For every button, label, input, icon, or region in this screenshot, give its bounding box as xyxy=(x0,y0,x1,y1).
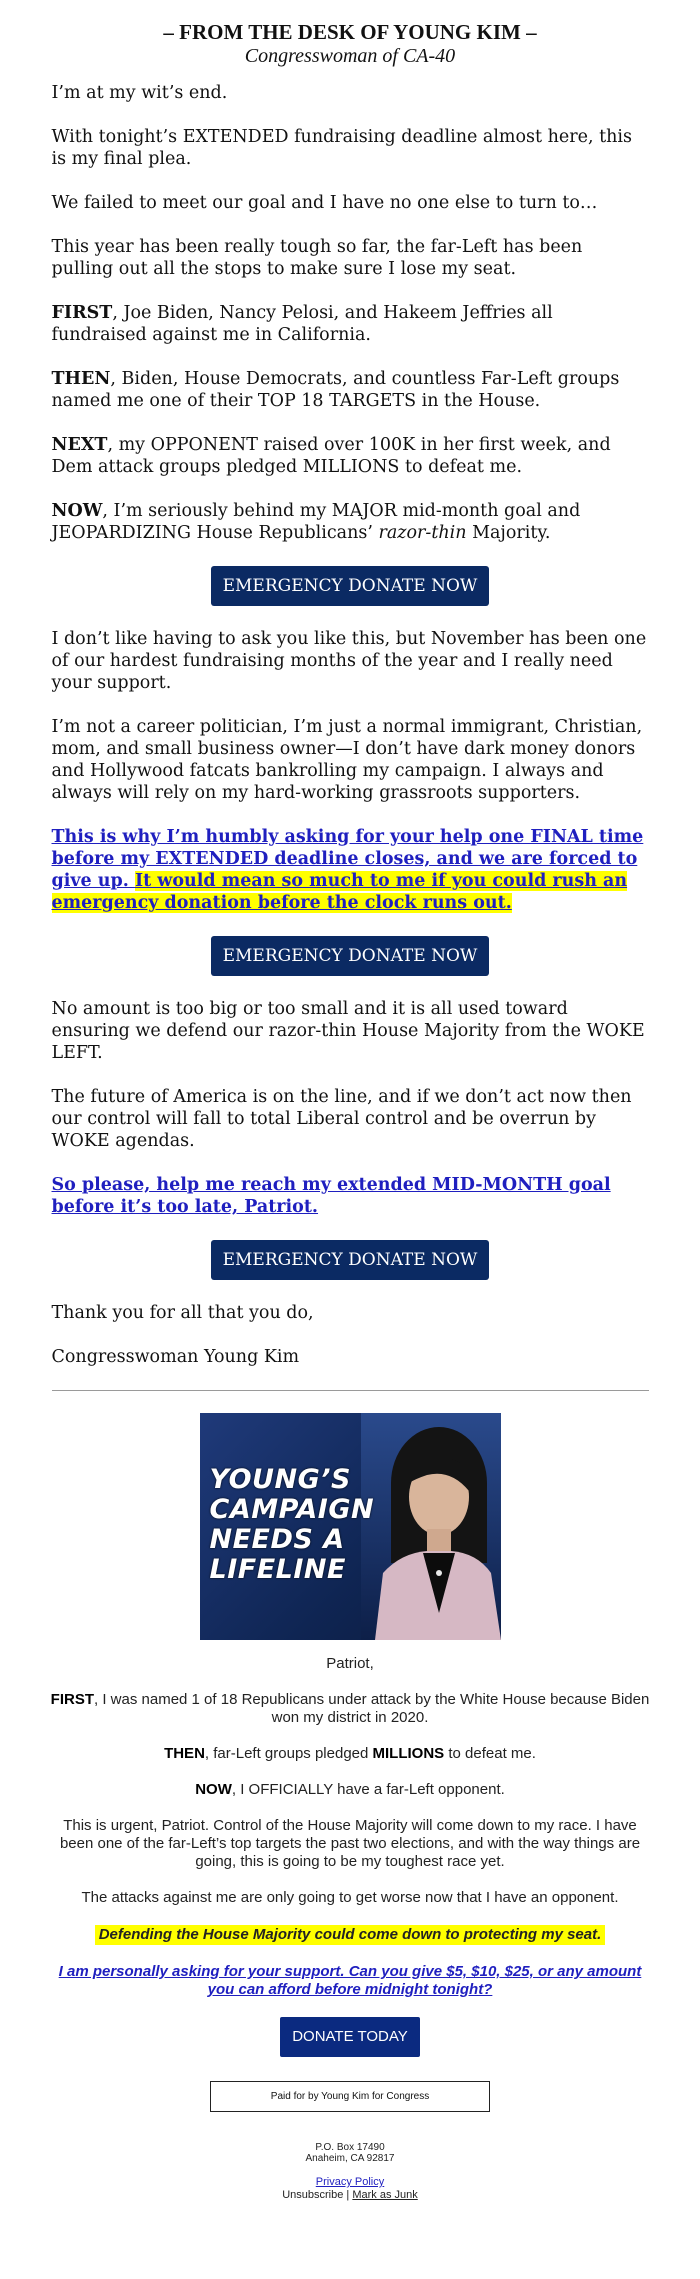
donate-button-wrap xyxy=(52,566,649,606)
paragraph: With tonight’s EXTENDED fundraising deadline almost here, this is my final plea. xyxy=(51,127,632,169)
banner-line: LIFELINE xyxy=(209,1554,346,1585)
lead-word: FIRST xyxy=(51,303,113,323)
highlight-paragraph xyxy=(50,1925,650,1945)
emergency-donate-button[interactable]: EMERGENCY DONATE NOW xyxy=(211,1240,490,1280)
separator: | xyxy=(343,2189,353,2201)
donate-link-paragraph xyxy=(52,1174,649,1218)
lead-word: NOW xyxy=(51,501,103,521)
mailing-address xyxy=(0,2142,700,2164)
paragraph: The future of America is on the line, and if we don’t act now then our control will fall to total Liberal control and be overrun by WOKE agendas. xyxy=(51,1087,632,1151)
paragraph: I’m at my wit’s end. xyxy=(51,83,228,103)
paragraph xyxy=(50,1691,650,1727)
privacy-policy-link[interactable]: Privacy Policy xyxy=(315,2176,385,2188)
banner-line: YOUNG’S xyxy=(209,1464,351,1495)
italic-text: razor-thin xyxy=(378,523,467,543)
paragraph: I’m not a career politician, I’m just a normal immigrant, Christian, mom, and small business owner—I don’t have dark money donors and Hollywood fatcats bankrolling my campaign. I always and always will rely on my hard-working grassroots supporters. xyxy=(51,717,643,803)
paragraph-text: Majority. xyxy=(466,523,551,543)
emergency-donate-button[interactable]: EMERGENCY DONATE NOW xyxy=(211,566,490,606)
paragraph xyxy=(52,368,649,412)
donate-ask-link[interactable]: I am personally asking for your support. Can you give $5, $10, $25, or any amount you can afford before midnight tonight? xyxy=(58,1963,642,1998)
lower-section xyxy=(50,1655,650,2057)
highlighted-text: Defending the House Majority could come down to protecting my seat. xyxy=(95,1925,606,1945)
paragraph-text: , Joe Biden, Nancy Pelosi, and Hakeem Jeffries all fundraised against me in California. xyxy=(51,303,553,345)
banner-line: NEEDS A xyxy=(209,1524,345,1555)
footer-links xyxy=(0,2176,700,2202)
paragraph: This year has been really tough so far, the far-Left has been pulling out all the stops to make sure I lose my seat. xyxy=(51,237,583,279)
signature: Congresswoman Young Kim xyxy=(51,1347,300,1367)
banner-headline xyxy=(210,1465,375,1585)
greeting: Patriot, xyxy=(326,1655,374,1672)
lead-word: NOW xyxy=(195,1781,232,1798)
donate-button-wrap xyxy=(50,2017,650,2057)
link-text[interactable]: This is why I’m humbly asking for your help one FINAL time before my EXTENDED deadline closes, and we are forced to give up. xyxy=(51,827,644,891)
closing: Thank you for all that you do, xyxy=(51,1303,314,1323)
address-line: Anaheim, CA 92817 xyxy=(305,2153,395,2164)
donate-button-wrap xyxy=(52,1240,649,1280)
mark-as-junk-link[interactable]: Mark as Junk xyxy=(352,2189,418,2201)
letter-body xyxy=(52,82,649,1391)
paragraph xyxy=(52,302,649,346)
banner-line: CAMPAIGN xyxy=(209,1494,375,1525)
paragraph: This is urgent, Patriot. Control of the House Majority will come down to my race. I have been one of the far-Left’s top targets the past two elections, and with the way things are going, this is going to be my toughest race yet. xyxy=(59,1817,641,1870)
paragraph: I don’t like having to ask you like this, but November has been one of our hardest fundraising months of the year and I really need your support. xyxy=(51,629,647,693)
paragraph xyxy=(52,434,649,478)
paragraph-text: , my OPPONENT raised over 100K in her first week, and Dem attack groups pledged MILLIONS to defeat me. xyxy=(51,435,611,477)
paragraph-text: to defeat me. xyxy=(444,1745,536,1762)
letter-header xyxy=(0,0,700,68)
address-line: P.O. Box 17490 xyxy=(315,2142,385,2153)
donate-button-wrap xyxy=(52,936,649,976)
campaign-banner-image[interactable] xyxy=(200,1413,501,1640)
unsubscribe-link[interactable]: Unsubscribe xyxy=(282,2189,344,2201)
paragraph: No amount is too big or too small and it is all used toward ensuring we defend our razor-thin House Majority from the WOKE LEFT. xyxy=(51,999,645,1063)
paragraph xyxy=(50,1781,650,1799)
paragraph-text: , far-Left groups pledged xyxy=(204,1745,373,1762)
lead-word: NEXT xyxy=(51,435,108,455)
highlighted-link-text[interactable]: It would mean so much to me if you could rush an emergency donation before the clock runs out. xyxy=(51,871,628,913)
header-subtitle: Congresswoman of CA-40 xyxy=(244,45,456,67)
donate-link[interactable] xyxy=(52,827,644,913)
lead-word: FIRST xyxy=(50,1691,94,1708)
lead-word: THEN xyxy=(51,369,111,389)
donate-link[interactable]: So please, help me reach my extended MID-MONTH goal before it’s too late, Patriot. xyxy=(51,1175,611,1217)
paid-for-box: Paid for by Young Kim for Congress xyxy=(210,2081,490,2112)
donate-link-paragraph xyxy=(50,1963,650,1999)
divider xyxy=(52,1390,649,1391)
paragraph-text: , Biden, House Democrats, and countless Far-Left groups named me one of their TOP 18 TARGETS in the House. xyxy=(51,369,620,411)
paragraph xyxy=(50,1745,650,1763)
emergency-donate-button[interactable]: EMERGENCY DONATE NOW xyxy=(211,936,490,976)
lead-word: THEN xyxy=(164,1745,205,1762)
donate-today-button[interactable]: DONATE TODAY xyxy=(280,2017,420,2057)
header-title: – FROM THE DESK OF YOUNG KIM – xyxy=(163,20,537,44)
paragraph: We failed to meet our goal and I have no one else to turn to… xyxy=(51,193,598,213)
paragraph-text: , I was named 1 of 18 Republicans under attack by the White House because Biden won my district in 2020. xyxy=(94,1691,650,1726)
paragraph-text: , I’m seriously behind my MAJOR mid-month goal and JEOPARDIZING House Republicans’ xyxy=(51,501,581,543)
donate-link-paragraph xyxy=(52,826,649,914)
paragraph-text: , I OFFICIALLY have a far-Left opponent. xyxy=(231,1781,505,1798)
bold-text: MILLIONS xyxy=(372,1745,445,1762)
paragraph xyxy=(52,500,649,544)
portrait-image xyxy=(361,1413,501,1640)
paragraph: The attacks against me are only going to get worse now that I have an opponent. xyxy=(81,1889,619,1906)
